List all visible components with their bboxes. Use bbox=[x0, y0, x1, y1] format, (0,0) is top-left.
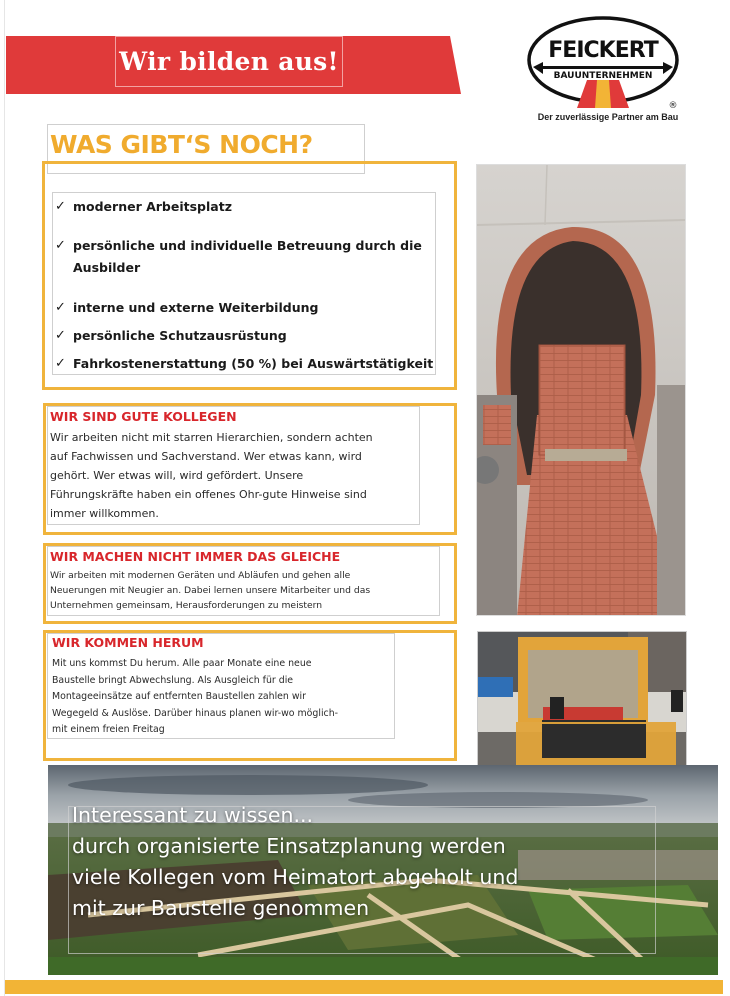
benefit-label: interne und externe Weiterbildung bbox=[73, 300, 319, 315]
checkmark-icon: ✓ bbox=[55, 238, 66, 253]
card-title-travel: WIR KOMMEN HERUM bbox=[52, 635, 204, 650]
aerial-caption bbox=[72, 800, 672, 924]
card-line: Baustelle bringt Abwechslung. Als Ausgleich für die bbox=[52, 674, 294, 686]
card-line: gehört. Wer etwas will, wird gefördert. Unsere bbox=[50, 469, 304, 482]
card-line: Mit uns kommst Du herum. Alle paar Monate eine neue bbox=[52, 658, 312, 669]
card-title-colleagues: WIR SIND GUTE KOLLEGEN bbox=[50, 409, 237, 424]
banner-title: Wir bilden aus! bbox=[119, 47, 339, 76]
card-line: Neuerungen mit Neugier an. Dabei lernen unsere Mitarbeiter und das bbox=[50, 585, 371, 596]
feickert-logo-icon bbox=[523, 12, 689, 116]
brick-tunnel-image-icon bbox=[477, 165, 686, 616]
registered-mark-icon: ® bbox=[668, 101, 678, 111]
checkmark-icon: ✓ bbox=[55, 356, 66, 371]
company-logo bbox=[523, 12, 689, 122]
logo-subtitle: BAUUNTERNEHMEN bbox=[553, 71, 653, 81]
caption-line: Interessant zu wissen... bbox=[72, 803, 313, 827]
page-edge bbox=[4, 0, 5, 996]
benefit-item bbox=[55, 297, 318, 319]
card-line: auf Fachwissen und Sachverstand. Wer etwas kann, wird bbox=[50, 450, 362, 463]
footer-bar bbox=[5, 980, 723, 994]
benefit-label: persönliche und individuelle Betreuung durch die bbox=[73, 238, 422, 253]
card-line: Wegegeld & Auslöse. Darüber hinaus planen wir-wo möglich- bbox=[52, 707, 339, 719]
logo-brand-name: FEICKERT bbox=[548, 38, 658, 63]
benefit-label: Fahrkostenerstattung (50 %) bei Auswärtstätigkeit bbox=[73, 356, 434, 371]
benefit-item bbox=[55, 196, 232, 218]
checkmark-icon: ✓ bbox=[55, 300, 66, 315]
card-line: Wir arbeiten mit modernen Geräten und Abläufen und gehen alle bbox=[50, 570, 351, 581]
card-text-variety bbox=[50, 568, 370, 613]
checkmark-icon: ✓ bbox=[55, 328, 66, 343]
card-line: Montageeinsätze auf entfernten Baustellen zahlen wir bbox=[52, 691, 306, 702]
banner-title-box bbox=[115, 36, 343, 87]
caption-line: durch organisierte Einsatzplanung werden bbox=[72, 834, 506, 858]
checkmark-icon: ✓ bbox=[55, 199, 66, 214]
card-line: Wir arbeiten nicht mit starren Hierarchien, sondern achten bbox=[50, 431, 373, 444]
benefit-item bbox=[55, 235, 422, 279]
benefits-box bbox=[52, 192, 436, 375]
tunnel-photo bbox=[476, 164, 686, 616]
benefit-label: moderner Arbeitsplatz bbox=[73, 199, 232, 214]
card-line: Unternehmen gemeinsam, Herausforderungen zu meistern bbox=[50, 600, 323, 611]
benefit-label: persönliche Schutzausrüstung bbox=[73, 328, 287, 343]
section-heading: WAS GIBT‘S NOCH? bbox=[50, 130, 313, 159]
card-line: mit einem freien Freitag bbox=[52, 724, 165, 735]
card-line: immer willkommen. bbox=[50, 507, 159, 520]
logo-tagline: Der zuverlässige Partner am Bau bbox=[537, 112, 679, 122]
card-title-variety: WIR MACHEN NICHT IMMER DAS GLEICHE bbox=[50, 549, 341, 564]
caption-line: viele Kollegen vom Heimatort abgeholt und bbox=[72, 865, 519, 889]
card-text-travel bbox=[52, 656, 338, 739]
caption-line: mit zur Baustelle genommen bbox=[72, 896, 370, 920]
benefit-item bbox=[55, 353, 433, 375]
benefit-label-line2: Ausbilder bbox=[73, 260, 141, 275]
card-line: Führungskräfte haben ein offenes Ohr-gute Hinweise sind bbox=[50, 488, 367, 501]
card-text-colleagues bbox=[50, 428, 373, 523]
benefit-item bbox=[55, 325, 287, 347]
